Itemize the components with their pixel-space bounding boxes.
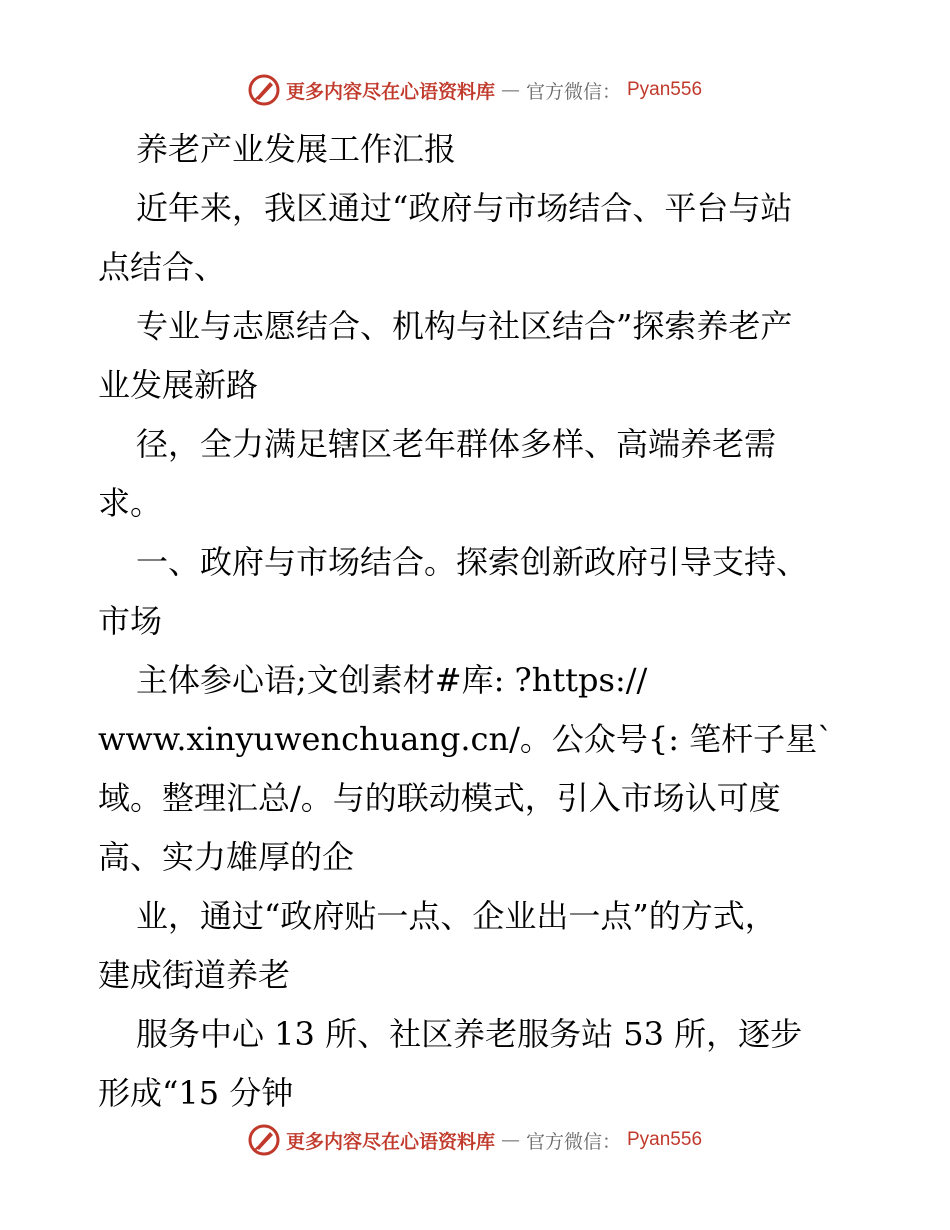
watermark-brand: 更多内容尽在心语资料库 — [285, 1130, 495, 1153]
document-line: 一、政府与市场结合。探索创新政府引导支持、 — [136, 543, 809, 581]
watermark-dash: — — [500, 1129, 520, 1151]
document-line: 近年来，我区通过“政府与市场结合、平台与站 — [136, 189, 793, 227]
quill-pen-logo-icon — [248, 74, 280, 106]
document-body — [98, 120, 858, 1123]
quill-pen-logo-icon — [248, 1124, 280, 1156]
document-line: 径，全力满足辖区老年群体多样、高端养老需 — [136, 425, 777, 463]
document-line: 主体参心语;文创素材#库: ?https:// — [136, 661, 648, 699]
watermark-dash: — — [500, 79, 520, 101]
header-watermark — [0, 70, 950, 110]
document-line: 建成街道养老 — [98, 956, 291, 994]
watermark-wechat-label: 官方微信： — [525, 80, 621, 103]
footer-watermark — [0, 1120, 950, 1160]
document-line: 高、实力雄厚的企 — [98, 838, 355, 876]
document-line: 服务中心 13 所、社区养老服务站 53 所，逐步 — [136, 1015, 803, 1053]
watermark-wechat-id: Pyan556 — [627, 79, 703, 100]
document-line: www.xinyuwenchuang.cn/。公众号{: 笔杆子星` — [98, 720, 834, 758]
document-line: 专业与志愿结合、机构与社区结合”探索养老产 — [136, 307, 793, 345]
document-line: 求。 — [98, 484, 163, 522]
document-line: 业，通过“政府贴一点、企业出一点”的方式， — [136, 897, 777, 935]
document-line: 形成“15 分钟 — [98, 1074, 294, 1112]
watermark-brand: 更多内容尽在心语资料库 — [285, 80, 495, 103]
document-line: 养老产业发展工作汇报 — [136, 130, 457, 168]
document-line: 域。整理汇总/。与的联动模式，引入市场认可度 — [98, 779, 781, 817]
document-line: 业发展新路 — [98, 366, 259, 404]
document-line: 市场 — [98, 602, 163, 640]
watermark-wechat-label: 官方微信： — [525, 1130, 621, 1153]
document-line: 点结合、 — [98, 248, 227, 286]
watermark-wechat-id: Pyan556 — [627, 1129, 703, 1150]
